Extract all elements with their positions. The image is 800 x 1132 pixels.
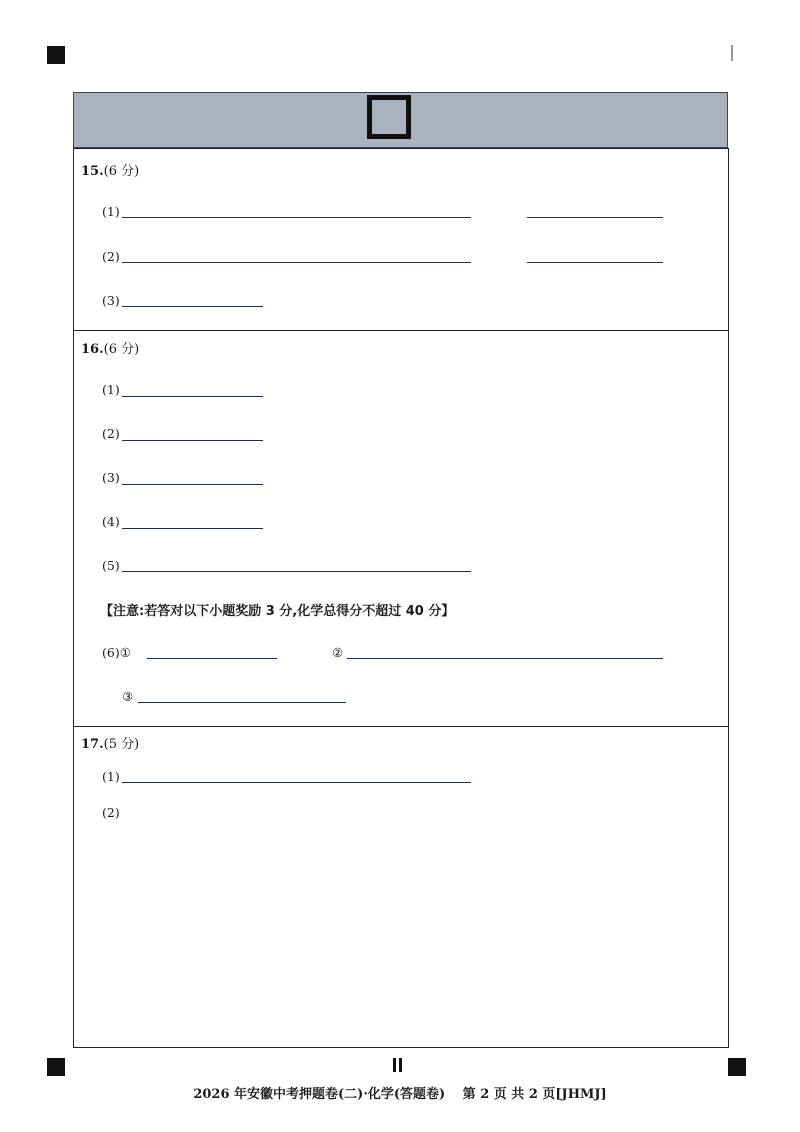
question-points: (6 分) bbox=[103, 164, 140, 179]
registration-mark-bottom-left bbox=[47, 1058, 65, 1076]
q16-part-4-answer-line[interactable] bbox=[122, 528, 263, 529]
q17-part-1-answer-line[interactable] bbox=[122, 782, 471, 783]
page-bar-mark bbox=[399, 1058, 402, 1072]
q16-part-6-3-label: ③ bbox=[122, 689, 134, 704]
q15-part-3-answer-line[interactable] bbox=[122, 306, 263, 307]
q16-part-2-answer-line[interactable] bbox=[122, 440, 263, 441]
question-16-heading bbox=[81, 338, 139, 357]
q17-part-2-label: (2) bbox=[102, 805, 120, 820]
bonus-notice: 【注意:若答对以下小题奖励 3 分,化学总得分不超过 40 分】 bbox=[100, 604, 455, 619]
q15-part-1-answer-line-2[interactable] bbox=[527, 217, 663, 218]
q16-part-1-label: (1) bbox=[102, 382, 120, 397]
q16-part-5-label: (5) bbox=[102, 558, 120, 573]
question-number: 17. bbox=[81, 737, 104, 752]
section-divider-15-16 bbox=[73, 330, 729, 331]
q15-part-1-answer-line[interactable] bbox=[122, 217, 471, 218]
q15-part-2-answer-line-2[interactable] bbox=[527, 262, 663, 263]
q16-part-3-answer-line[interactable] bbox=[122, 484, 263, 485]
q17-part-2-answer-area[interactable] bbox=[100, 825, 710, 1035]
q16-part-3-label: (3) bbox=[102, 470, 120, 485]
question-17-heading bbox=[81, 733, 139, 752]
q16-part-5-answer-line[interactable] bbox=[122, 571, 471, 572]
q16-part-6-1-answer-line[interactable] bbox=[147, 658, 277, 659]
section-divider-16-17 bbox=[73, 726, 729, 727]
q15-part-3-label: (3) bbox=[102, 293, 120, 308]
q16-part-6-2-answer-line[interactable] bbox=[347, 658, 663, 659]
question-number: 16. bbox=[81, 342, 104, 357]
question-points: (6 分) bbox=[103, 342, 140, 357]
page-footer: 2026 年安徽中考押题卷(二)·化学(答题卷) 第 2 页 共 2 页[JHMJ] bbox=[193, 1087, 607, 1102]
q16-part-6-label: (6)① bbox=[102, 645, 131, 660]
q17-part-1-label: (1) bbox=[102, 769, 120, 784]
q16-part-6-3-answer-line[interactable] bbox=[138, 702, 346, 703]
question-number: 15. bbox=[81, 164, 104, 179]
question-15-heading bbox=[81, 160, 139, 179]
q15-part-2-answer-line[interactable] bbox=[122, 262, 471, 263]
positioning-square-marker bbox=[367, 95, 411, 139]
question-points: (5 分) bbox=[103, 737, 140, 752]
q16-part-2-label: (2) bbox=[102, 426, 120, 441]
q15-part-2-label: (2) bbox=[102, 249, 120, 264]
q15-part-1-label: (1) bbox=[102, 204, 120, 219]
q16-part-1-answer-line[interactable] bbox=[122, 396, 263, 397]
registration-mark-top-left bbox=[47, 46, 65, 64]
page-bar-mark bbox=[393, 1058, 396, 1072]
edge-tick-mark bbox=[731, 45, 733, 61]
registration-mark-bottom-right bbox=[728, 1058, 746, 1076]
q16-part-4-label: (4) bbox=[102, 514, 120, 529]
q16-part-6-2-label: ② bbox=[332, 645, 344, 660]
